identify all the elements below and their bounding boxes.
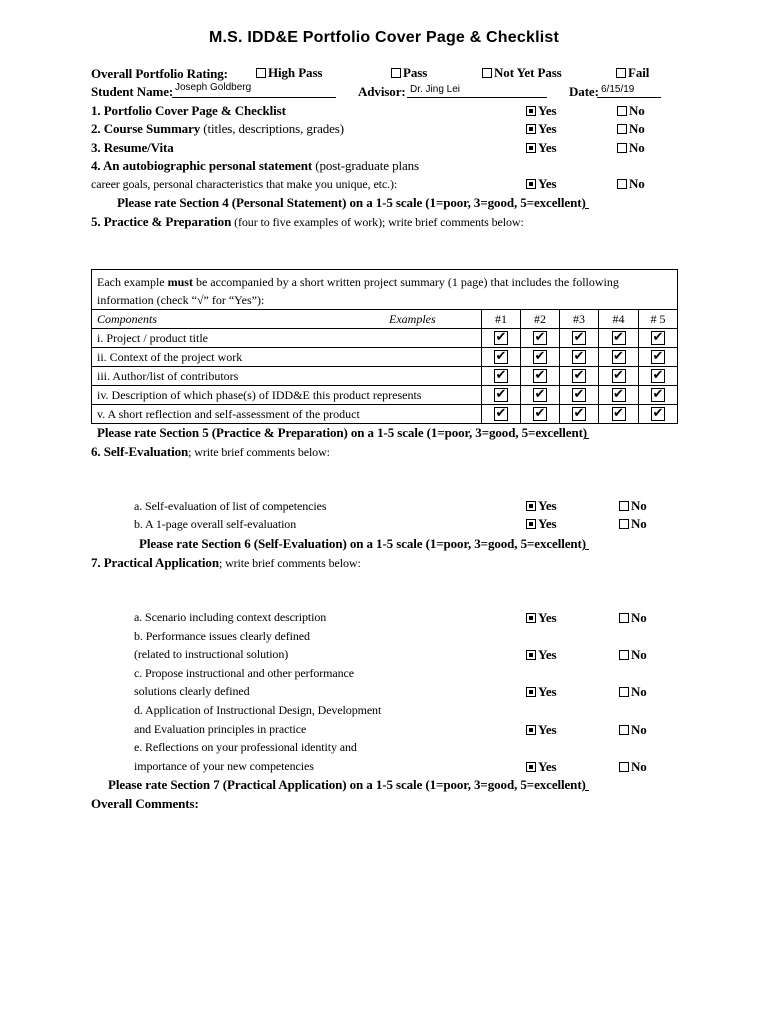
checkbox-icon[interactable] (619, 725, 629, 735)
checkbox-icon[interactable] (616, 68, 626, 78)
check-cell (482, 386, 521, 405)
checkbox-icon[interactable] (619, 519, 629, 529)
rating-not-yet-pass-label: Not Yet Pass (494, 65, 562, 80)
checkbox-icon[interactable] (526, 519, 536, 529)
checkbox-icon[interactable] (526, 124, 536, 134)
section-1-yes[interactable] (526, 104, 556, 117)
check-mark-icon[interactable]: ✔ (573, 387, 585, 403)
date-label-text: Date (569, 84, 595, 99)
table-row (92, 329, 678, 348)
yes-label: Yes (538, 610, 557, 625)
no-label: No (631, 684, 647, 699)
section-7e-yes[interactable] (526, 760, 556, 773)
yes-label: Yes (538, 140, 557, 155)
checkbox-icon[interactable] (482, 68, 492, 78)
no-label: No (631, 516, 647, 531)
section-4-no[interactable] (617, 177, 645, 190)
yes-label: Yes (538, 498, 557, 513)
checkbox-icon[interactable] (526, 650, 536, 660)
section-1 (91, 104, 286, 117)
checkbox-icon[interactable] (526, 179, 536, 189)
example-header: #4 (599, 310, 639, 329)
section-7d-no[interactable] (619, 723, 647, 736)
section-4-yes[interactable] (526, 177, 556, 190)
example-header: #1 (482, 310, 521, 329)
rating-high-pass[interactable] (256, 66, 322, 79)
section-6-rating-prompt: Please rate Section 6 (Self-Evaluation) on a 1-5 scale (1=poor, 3=good, 5=excellent) (139, 536, 586, 551)
examples-header: Examples (389, 312, 436, 326)
check-mark-icon[interactable]: ✔ (534, 406, 546, 422)
table-row (92, 367, 678, 386)
check-mark-icon[interactable]: ✔ (534, 368, 546, 384)
section-7c-no[interactable] (619, 685, 647, 698)
checkbox-icon[interactable] (526, 762, 536, 772)
section-5-rating-prompt: Please rate Section 5 (Practice & Preparation) on a 1-5 scale (1=poor, 3=good, 5=excellent) (97, 425, 588, 440)
check-mark-icon[interactable]: ✔ (495, 406, 507, 422)
rating-fail[interactable] (616, 66, 649, 79)
component-label: ii. Context of the project work (92, 348, 482, 367)
checkbox-icon[interactable] (526, 687, 536, 697)
section-2 (91, 122, 344, 135)
section-2-yes[interactable] (526, 122, 556, 135)
yes-label: Yes (538, 516, 557, 531)
section-3-no[interactable] (617, 141, 645, 154)
check-cell (560, 405, 599, 424)
section-6a-no[interactable] (619, 499, 647, 512)
checkbox-icon[interactable] (619, 501, 629, 511)
rating-not-yet-pass[interactable] (482, 66, 562, 79)
yes-label: Yes (538, 647, 557, 662)
no-label: No (629, 103, 645, 118)
example-header: #2 (521, 310, 560, 329)
check-cell (521, 348, 560, 367)
section-5-note: (four to five examples of work); write brief comments below: (231, 215, 524, 229)
student-name-label-text: Student Name (91, 84, 169, 99)
page-title: M.S. IDD&E Portfolio Cover Page & Checklist (209, 29, 559, 46)
check-mark-icon[interactable]: ✔ (613, 330, 624, 346)
check-mark-icon[interactable]: ✔ (534, 387, 546, 403)
section-7 (91, 556, 361, 569)
rating-label: Overall Portfolio Rating: (91, 66, 228, 81)
check-cell (599, 367, 639, 386)
check-cell (560, 348, 599, 367)
component-label: iv. Description of which phase(s) of IDD&E this product represents (92, 386, 482, 405)
check-cell (521, 386, 560, 405)
yes-label: Yes (538, 176, 557, 191)
section-7d-yes[interactable] (526, 723, 556, 736)
table-intro (92, 270, 678, 310)
section-7b-line1: b. Performance issues clearly defined (134, 629, 310, 643)
section-7-rating-blank[interactable] (585, 790, 589, 791)
checkbox-icon[interactable] (256, 68, 266, 78)
table-row (92, 348, 678, 367)
check-mark-icon[interactable]: ✔ (613, 406, 624, 422)
advisor-underline (407, 97, 547, 98)
section-5-rating-blank[interactable] (585, 438, 589, 439)
table-header-row (92, 310, 678, 329)
section-3 (91, 141, 174, 154)
section-6-note: ; write brief comments below: (188, 445, 330, 459)
check-cell (560, 367, 599, 386)
rating-pass[interactable] (391, 66, 427, 79)
check-mark-icon[interactable]: ✔ (534, 349, 546, 365)
section-7b-yes[interactable] (526, 648, 556, 661)
no-label: No (631, 610, 647, 625)
section-7b-line2: (related to instructional solution) (134, 647, 289, 661)
check-cell (599, 405, 639, 424)
no-label: No (629, 140, 645, 155)
section-7c-line2: solutions clearly defined (134, 684, 250, 698)
no-label: No (631, 759, 647, 774)
checkbox-icon[interactable] (526, 613, 536, 623)
date-label: Date: (569, 84, 599, 99)
advisor-field[interactable]: Dr. Jing Lei (410, 84, 461, 95)
section-6-title: 6. Self-Evaluation (91, 444, 189, 459)
rating-fail-label: Fail (628, 65, 650, 80)
check-cell (599, 329, 639, 348)
date-underline (597, 97, 661, 98)
section-4-rating-prompt: Please rate Section 4 (Personal Statement) on a 1-5 scale (1=poor, 3=good, 5=excellent) (117, 195, 586, 210)
table-intro-text-2: be accompanied by a short written project summary (1 page) that includes the following (192, 275, 619, 289)
check-cell (560, 386, 599, 405)
check-cell (521, 367, 560, 386)
check-cell (482, 348, 521, 367)
check-cell (639, 405, 678, 424)
date-field[interactable]: 6/15/19 (601, 84, 635, 95)
check-cell (482, 405, 521, 424)
table-row (92, 405, 678, 424)
section-7d-line1: d. Application of Instructional Design, Development (134, 703, 382, 717)
yes-label: Yes (538, 121, 557, 136)
checkbox-icon[interactable] (619, 613, 629, 623)
example-header: #3 (560, 310, 599, 329)
check-cell (639, 348, 678, 367)
check-mark-icon[interactable]: ✔ (573, 349, 585, 365)
check-mark-icon[interactable]: ✔ (652, 406, 664, 422)
section-2-title: 2. Course Summary (91, 121, 201, 136)
section-2-no[interactable] (617, 122, 645, 135)
checkbox-icon[interactable] (526, 143, 536, 153)
checkbox-icon[interactable] (619, 762, 629, 772)
section-7e-line2: importance of your new competencies (134, 759, 314, 773)
check-cell (639, 386, 678, 405)
no-label: No (629, 121, 645, 136)
check-cell (599, 386, 639, 405)
check-cell (599, 348, 639, 367)
no-label: No (629, 176, 645, 191)
check-cell (482, 329, 521, 348)
table-row (92, 386, 678, 405)
checkbox-icon[interactable] (526, 106, 536, 116)
yes-label: Yes (538, 684, 557, 699)
section-1-no[interactable] (617, 104, 645, 117)
table-intro-row (92, 270, 678, 310)
section-4-rating-blank[interactable] (585, 208, 589, 209)
advisor-label-text: Advisor (358, 84, 402, 99)
check-mark-icon[interactable]: ✔ (534, 330, 546, 346)
component-label: v. A short reflection and self-assessment of the product (92, 405, 482, 424)
yes-label: Yes (538, 103, 557, 118)
section-2-note: (titles, descriptions, grades) (200, 121, 344, 136)
section-7c-yes[interactable] (526, 685, 556, 698)
check-mark-icon[interactable]: ✔ (652, 349, 664, 365)
check-mark-icon[interactable]: ✔ (495, 368, 507, 384)
checkbox-icon[interactable] (619, 687, 629, 697)
check-mark-icon[interactable]: ✔ (573, 330, 585, 346)
component-label: iii. Author/list of contributors (92, 367, 482, 386)
section-7-note: ; write brief comments below: (218, 556, 361, 570)
check-mark-icon[interactable]: ✔ (573, 406, 585, 422)
table-intro-text: Each example (97, 275, 168, 289)
component-label: i. Project / product title (92, 329, 482, 348)
check-mark-icon[interactable]: ✔ (495, 330, 507, 346)
check-cell (521, 329, 560, 348)
section-7e-line1: e. Reflections on your professional identity and (134, 740, 357, 754)
check-cell (560, 329, 599, 348)
section-6a-yes[interactable] (526, 499, 556, 512)
check-cell (482, 367, 521, 386)
checkbox-icon[interactable] (617, 124, 627, 134)
section-5 (91, 215, 524, 228)
student-name-label: Student Name: (91, 84, 174, 99)
section-6-rating-blank[interactable] (585, 549, 589, 550)
checkbox-icon[interactable] (526, 501, 536, 511)
checkbox-icon[interactable] (619, 650, 629, 660)
check-mark-icon[interactable]: ✔ (573, 368, 585, 384)
section-7c-line1: c. Propose instructional and other performance (134, 666, 354, 680)
section-4 (91, 159, 419, 172)
components-table (91, 269, 678, 424)
table-intro-emphasis: must (167, 275, 193, 289)
section-7e-no[interactable] (619, 760, 647, 773)
section-1-title: 1. Portfolio Cover Page & Checklist (91, 103, 286, 118)
check-mark-icon[interactable]: ✔ (613, 368, 624, 384)
check-mark-icon[interactable]: ✔ (613, 387, 624, 403)
section-7d-line2: and Evaluation principles in practice (134, 722, 307, 736)
check-mark-icon[interactable]: ✔ (652, 368, 664, 384)
rating-pass-label: Pass (403, 65, 428, 80)
student-name-field[interactable]: Joseph Goldberg (175, 82, 252, 93)
section-5-title: 5. Practice & Preparation (91, 214, 232, 229)
check-mark-icon[interactable]: ✔ (495, 387, 507, 403)
section-4-note: (post-graduate plans (312, 158, 420, 173)
example-header: # 5 (639, 310, 678, 329)
yes-label: Yes (538, 759, 557, 774)
check-cell (639, 329, 678, 348)
checkbox-icon[interactable] (617, 143, 627, 153)
section-3-yes[interactable] (526, 141, 556, 154)
student-name-underline (172, 97, 336, 98)
no-label: No (631, 722, 647, 737)
check-cell (521, 405, 560, 424)
overall-comments-label: Overall Comments: (91, 796, 199, 811)
section-6b-yes[interactable] (526, 517, 556, 530)
no-label: No (631, 647, 647, 662)
checkbox-icon[interactable] (391, 68, 401, 78)
checkbox-icon[interactable] (617, 106, 627, 116)
table-header-components (92, 310, 482, 329)
section-7b-no[interactable] (619, 648, 647, 661)
section-7-title: 7. Practical Application (91, 555, 219, 570)
yes-label: Yes (538, 722, 557, 737)
section-4-title: 4. An autobiographic personal statement (91, 158, 313, 173)
section-6 (91, 445, 330, 458)
section-6b: b. A 1-page overall self-evaluation (134, 517, 297, 531)
checkbox-icon[interactable] (526, 725, 536, 735)
section-7a-no[interactable] (619, 611, 647, 624)
section-6a: a. Self-evaluation of list of competencies (134, 499, 327, 513)
section-3-title: 3. Resume/Vita (91, 140, 174, 155)
components-header: Components (97, 312, 157, 326)
check-mark-icon[interactable]: ✔ (652, 330, 664, 346)
check-cell (639, 367, 678, 386)
check-mark-icon[interactable]: ✔ (495, 349, 507, 365)
table-intro-line-2: information (check “√” for “Yes”): (97, 293, 265, 307)
no-label: No (631, 498, 647, 513)
check-mark-icon[interactable]: ✔ (613, 349, 624, 365)
section-7a: a. Scenario including context description (134, 610, 327, 624)
section-4-note-line2: career goals, personal characteristics that make you unique, etc.): (91, 177, 398, 191)
checkbox-icon[interactable] (617, 179, 627, 189)
rating-high-pass-label: High Pass (268, 65, 323, 80)
section-6b-no[interactable] (619, 517, 647, 530)
check-mark-icon[interactable]: ✔ (652, 387, 664, 403)
section-7-rating-prompt: Please rate Section 7 (Practical Application) on a 1-5 scale (1=poor, 3=good, 5=excellent) (108, 777, 586, 792)
advisor-label: Advisor: (358, 84, 406, 99)
section-7a-yes[interactable] (526, 611, 556, 624)
